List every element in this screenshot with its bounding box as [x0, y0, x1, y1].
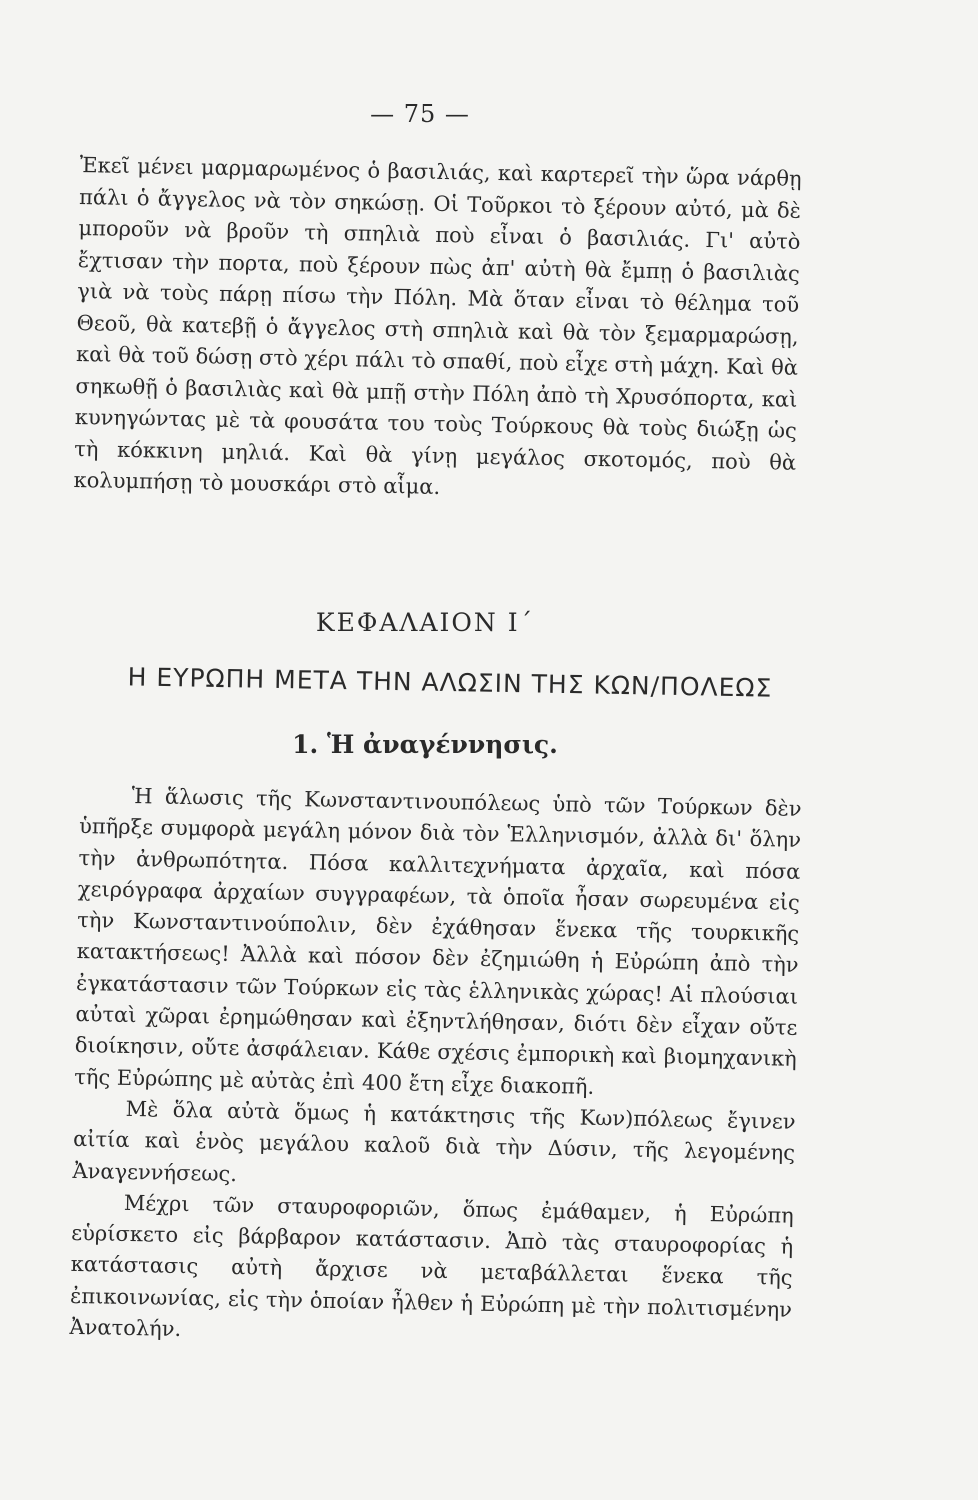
paragraph: Μὲ ὅλα αὐτὰ ὅμως ἡ κατάκτησις τῆς Κων)πόλεως ἔγινεν αἰτία καὶ ἑνὸς μεγάλου καλοῦ διὰ τὴν Δύσιν, τῆς λεγομένης Ἀναγεννήσεως. — [72, 1096, 796, 1186]
intro-paragraph: Ἐκεῖ μένει μαρμαρωμένος ὁ βασιλιάς, καὶ καρτερεῖ τὴν ὥρα νάρθῃ πάλι ὁ ἄγγελος νὰ τὸν σηκώσῃ. Οἱ Τοῦρκοι τὸ ξέρουν αὐτό, μὰ δὲ μποροῦν νὰ βροῦν τὴ σπηλιὰ ποὺ εἶναι ὁ βασιλιάς. Γι' αὐτὸ ἔχτισαν τὴν πορτα, ποὺ ξέρουν πὼς ἀπ' αὐτὴ θὰ ἔμπῃ ὁ βασιλιὰς γιὰ νὰ τοὺς πάρῃ πίσω τὴν Πόλη. Μὰ ὅταν εἶναι τὸ θέλημα τοῦ Θεοῦ, θὰ κατεβῇ ὁ ἄγγελος στὴ σπηλιὰ καὶ θὰ τὸν ξεμαρμαρώσῃ, καὶ θὰ τοῦ δώσῃ στὸ χέρι πάλι τὸ σπαθί, ποὺ εἶχε στὴ μάχη. Καὶ θὰ σηκωθῇ ὁ βασιλιὰς καὶ θὰ μπῇ στὴν Πόλη ἀπὸ τὴ Χρυσόπορτα, καὶ κυνηγώντας μὲ τὰ φουσάτα του τοὺς Τούρκους θὰ τοὺς διώξῃ ὡς τὴ κόκκινη μηλιά. Καὶ θὰ γίνῃ μεγάλος σκοτομός, ποὺ θὰ κολυμπήσῃ τὸ μουσκάρι στὸ αἷμα. — [73, 152, 802, 499]
chapter-title: Η ΕΥΡΩΠΗ ΜΕΤΑ ΤΗΝ ΑΛΩΣΙΝ ΤΗΣ ΚΩΝ/ΠΟΛΕΩΣ — [127, 662, 773, 703]
paragraph: Ἡ ἅλωσις τῆς Κωνσταντινουπόλεως ὑπὸ τῶν Τούρκων δὲν ὑπῆρξε συμφορὰ μεγάλη μόνον διὰ τὸν Ἑλληνισμόν, ἀλλὰ δι' ὅλην τὴν ἀνθρωπότητα. Πόσα καλλιτεχνήματα ἀρχαῖα, καὶ πόσα χειρόγραφα ἀρχαίων συγγραφέων, τὰ ὁποῖα ἦσαν σωρευμένα εἰς τὴν Κωνσταντινούπολιν, δὲν ἐχάθησαν ἕνεκα τῆς τουρκικῆς κατακτήσεως! Ἀλλὰ καὶ πόσον δὲν ἐζημιώθη ἡ Εὐρώπη ἀπὸ τὴν ἐγκατάστασιν τῶν Τούρκων εἰς τὰς ἑλληνικὰς χώρας! Αἱ πλούσιαι αὐταὶ χῶραι ἐρημώθησαν καὶ ἐξηντλήθησαν, διότι δὲν εἶχαν οὔτε διοίκησιν, οὔτε ἀσφάλειαν. Κάθε σχέσις ἐμπορικὴ καὶ βιομηχανικὴ τῆς Εὐρώπης μὲ αὐτὰς ἐπὶ 400 ἔτη εἶχε διακοπῆ. — [74, 783, 802, 1099]
page-number: — 75 — — [370, 100, 470, 128]
main-text-block — [69, 780, 802, 1357]
section-heading: 1. Ἡ ἀναγέννησις. — [292, 730, 558, 759]
intro-text-block — [73, 150, 802, 510]
chapter-label: ΚΕΦΑΛΑΙΟΝ Ι΄ — [315, 608, 535, 637]
paragraph: Μέχρι τῶν σταυροφοριῶν, ὅπως ἐμάθαμεν, ἡ Εὐρώπη εὑρίσκετο εἰς βάρβαρον κατάστασιν. Ἀπὸ τὰς σταυροφορίας ἡ κατάστασις αὐτὴ ἄρχισε νὰ μεταβάλλεται ἕνεκα τῆς ἐπικοινωνίας, εἰς τὴν ὁποίαν ἦλθεν ἡ Εὐρώπη μὲ τὴν πολιτισμένην Ἀνατολήν. — [69, 1190, 794, 1342]
